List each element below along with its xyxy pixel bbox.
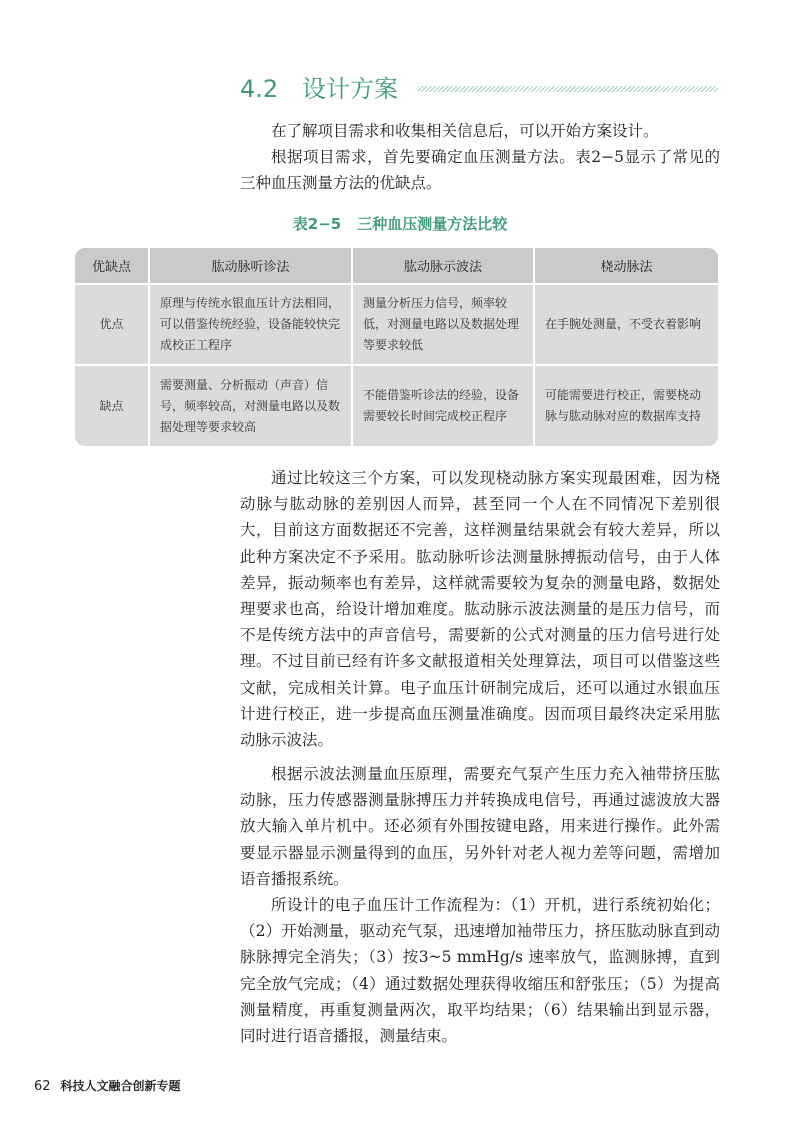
row-label-advantages: 优点 bbox=[75, 285, 150, 366]
header-auscultation: 肱动脉听诊法 bbox=[150, 248, 353, 285]
header-radial: 桡动脉法 bbox=[535, 248, 718, 285]
table-caption-number: 表2−5 bbox=[292, 215, 342, 233]
table-caption bbox=[240, 212, 560, 236]
table-cell: 原理与传统水银血压计方法相同，可以借鉴传统经验，设备能较快完成校正工程序 bbox=[150, 285, 353, 366]
row-label-disadvantages: 缺点 bbox=[75, 366, 150, 446]
table-header-row bbox=[75, 248, 718, 285]
body-paragraph-1: 通过比较这三个方案，可以发现桡动脉方案实现最困难，因为桡动脉与肱动脉的差别因人而异，甚至同一个人在不同情况下差别很大，目前这方面数据还不完善，这样测量结果就会有较大差异，所以此种方案决定不予采用。肱动脉听诊法测量脉搏振动信号，由于人体差异，振动频率也有差异，这样就需要较为复杂的测量电路，数据处理要求也高，给设计增加难度。肱动脉示波法测量的是压力信号，而不是传统方法中的声音信号，需要新的公式对测量的压力信号进行处理。不过目前已经有许多文献报道相关处理算法，项目可以借鉴这些文献，完成相关计算。电子血压计研制完成后，还可以通过水银血压计进行校正，进一步提高血压测量准确度。因而项目最终决定采用肱动脉示波法。 bbox=[240, 469, 720, 750]
section-title: 设计方案 bbox=[302, 75, 398, 103]
header-decorative-rule bbox=[418, 86, 718, 92]
series-title: 科技人文融合创新专题 bbox=[60, 1079, 181, 1093]
page-footer bbox=[34, 1077, 181, 1096]
page-number: 62 bbox=[34, 1079, 51, 1094]
section-header bbox=[240, 72, 720, 108]
intro-paragraph-1: 在了解项目需求和收集相关信息后，可以开始方案设计。 bbox=[271, 122, 659, 140]
section-number: 4.2 bbox=[240, 75, 279, 103]
table-cell: 在手腕处测量，不受衣着影响 bbox=[535, 285, 718, 366]
table-cell: 测量分析压力信号，频率较低，对测量电路以及数据处理等要求较低 bbox=[353, 285, 535, 366]
header-oscillometric: 肱动脉示波法 bbox=[353, 248, 535, 285]
table-row-disadvantages bbox=[75, 366, 718, 446]
body-paragraph-3: 所设计的电子血压计工作流程为：（1）开机，进行系统初始化；（2）开始测量，驱动充气泵，迅速增加袖带压力，挤压肱动脉直到动脉脉搏完全消失；（3）按3~5 mmHg/s 速率放气，监测脉搏，直到完全放气完成；（4）通过数据处理获得收缩压和舒张压；（5）为提高测量精度，再重复测量两次，取平均结果；（6）结果输出到显示器，同时进行语音播报，测量结束。 bbox=[240, 896, 720, 1046]
table-cell: 可能需要进行校正，需要桡动脉与肱动脉对应的数据库支持 bbox=[545, 388, 702, 423]
table-caption-title: 三种血压测量方法比较 bbox=[357, 215, 508, 233]
table-cell: 需要测量、分析振动（声音）信号，频率较高，对测量电路以及数据处理等要求较高 bbox=[150, 366, 353, 446]
table-row-advantages bbox=[75, 285, 718, 366]
body-paragraph-2: 根据示波法测量血压原理，需要充气泵产生压力充入袖带挤压肱动脉，压力传感器测量脉搏压力并转换成电信号，再通过滤波放大器放大输入单片机中。还必须有外围按键电路，用来进行操作。此外需要显示器显示测量得到的血压，另外针对老人视力差等问题，需增加语音播报系统。 bbox=[240, 765, 720, 888]
comparison-table bbox=[75, 248, 718, 446]
intro-paragraph-2: 根据项目需求，首先要确定血压测量方法。表2−5显示了常见的三种血压测量方法的优缺点。 bbox=[240, 148, 720, 193]
header-pros-cons: 优缺点 bbox=[75, 248, 150, 285]
table-cell: 不能借鉴听诊法的经验，设备需要较长时间完成校正程序 bbox=[353, 366, 535, 446]
